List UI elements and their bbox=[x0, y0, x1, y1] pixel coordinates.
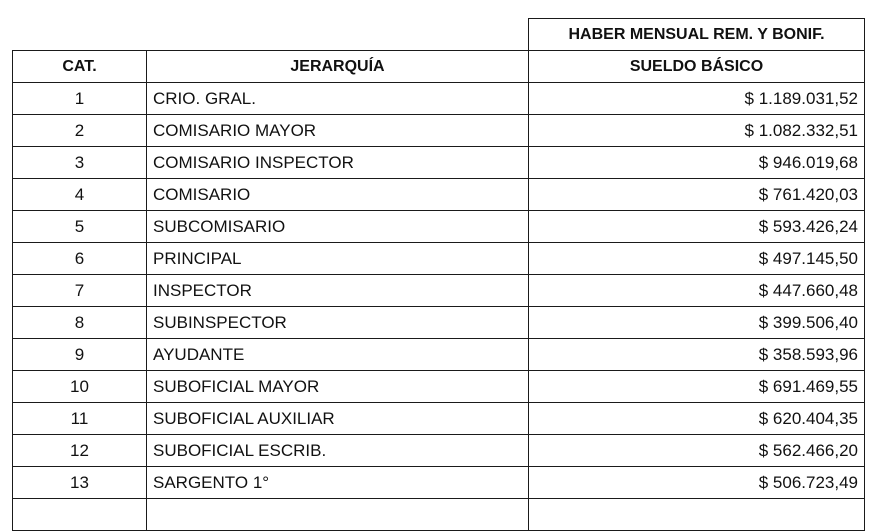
salary-cell: $ 562.466,20 bbox=[529, 435, 865, 467]
rank-cell: SUBOFICIAL ESCRIB. bbox=[147, 435, 529, 467]
salary-cell: $ 593.426,24 bbox=[529, 211, 865, 243]
table-row bbox=[13, 83, 865, 115]
empty-cell bbox=[13, 499, 147, 531]
salary-cell: $ 1.189.031,52 bbox=[529, 83, 865, 115]
salary-cell: $ 447.660,48 bbox=[529, 275, 865, 307]
table-row bbox=[13, 371, 865, 403]
table-row bbox=[13, 275, 865, 307]
cat-cell: 8 bbox=[13, 307, 147, 339]
table-row bbox=[13, 115, 865, 147]
rank-cell: SUBCOMISARIO bbox=[147, 211, 529, 243]
column-header-cat: CAT. bbox=[13, 51, 147, 83]
cat-cell: 10 bbox=[13, 371, 147, 403]
cat-cell: 9 bbox=[13, 339, 147, 371]
table-row bbox=[13, 179, 865, 211]
empty-cell bbox=[147, 19, 529, 51]
rank-cell: INSPECTOR bbox=[147, 275, 529, 307]
rank-cell: COMISARIO INSPECTOR bbox=[147, 147, 529, 179]
cat-cell: 1 bbox=[13, 83, 147, 115]
cat-cell: 3 bbox=[13, 147, 147, 179]
table-row bbox=[13, 307, 865, 339]
cat-cell: 2 bbox=[13, 115, 147, 147]
cat-cell: 7 bbox=[13, 275, 147, 307]
table-row-partial bbox=[13, 499, 865, 531]
column-header-salary: SUELDO BÁSICO bbox=[529, 51, 865, 83]
rank-cell: AYUDANTE bbox=[147, 339, 529, 371]
table-row bbox=[13, 339, 865, 371]
rank-cell: CRIO. GRAL. bbox=[147, 83, 529, 115]
salary-cell: $ 691.469,55 bbox=[529, 371, 865, 403]
cat-cell: 6 bbox=[13, 243, 147, 275]
salary-cell: $ 1.082.332,51 bbox=[529, 115, 865, 147]
cat-cell: 4 bbox=[13, 179, 147, 211]
salary-cell: $ 620.404,35 bbox=[529, 403, 865, 435]
cat-cell: 13 bbox=[13, 467, 147, 499]
table-row bbox=[13, 467, 865, 499]
table-row bbox=[13, 403, 865, 435]
empty-cell bbox=[529, 499, 865, 531]
rank-cell: SUBOFICIAL MAYOR bbox=[147, 371, 529, 403]
salary-cell: $ 358.593,96 bbox=[529, 339, 865, 371]
cat-cell: 5 bbox=[13, 211, 147, 243]
table-row bbox=[13, 211, 865, 243]
rank-cell: COMISARIO bbox=[147, 179, 529, 211]
salary-cell: $ 399.506,40 bbox=[529, 307, 865, 339]
column-header-rank: JERARQUÍA bbox=[147, 51, 529, 83]
table-row bbox=[13, 147, 865, 179]
salary-cell: $ 946.019,68 bbox=[529, 147, 865, 179]
rank-cell: SARGENTO 1° bbox=[147, 467, 529, 499]
table-row bbox=[13, 435, 865, 467]
empty-cell bbox=[13, 19, 147, 51]
table-row bbox=[13, 243, 865, 275]
rank-cell: PRINCIPAL bbox=[147, 243, 529, 275]
rank-cell: SUBINSPECTOR bbox=[147, 307, 529, 339]
cat-cell: 12 bbox=[13, 435, 147, 467]
salary-cell: $ 497.145,50 bbox=[529, 243, 865, 275]
empty-cell bbox=[147, 499, 529, 531]
salary-cell: $ 506.723,49 bbox=[529, 467, 865, 499]
cat-cell: 11 bbox=[13, 403, 147, 435]
group-header: HABER MENSUAL REM. Y BONIF. bbox=[529, 19, 865, 51]
rank-cell: SUBOFICIAL AUXILIAR bbox=[147, 403, 529, 435]
salary-table bbox=[12, 18, 865, 531]
rank-cell: COMISARIO MAYOR bbox=[147, 115, 529, 147]
group-header-row bbox=[13, 19, 865, 51]
salary-cell: $ 761.420,03 bbox=[529, 179, 865, 211]
column-header-row bbox=[13, 51, 865, 83]
